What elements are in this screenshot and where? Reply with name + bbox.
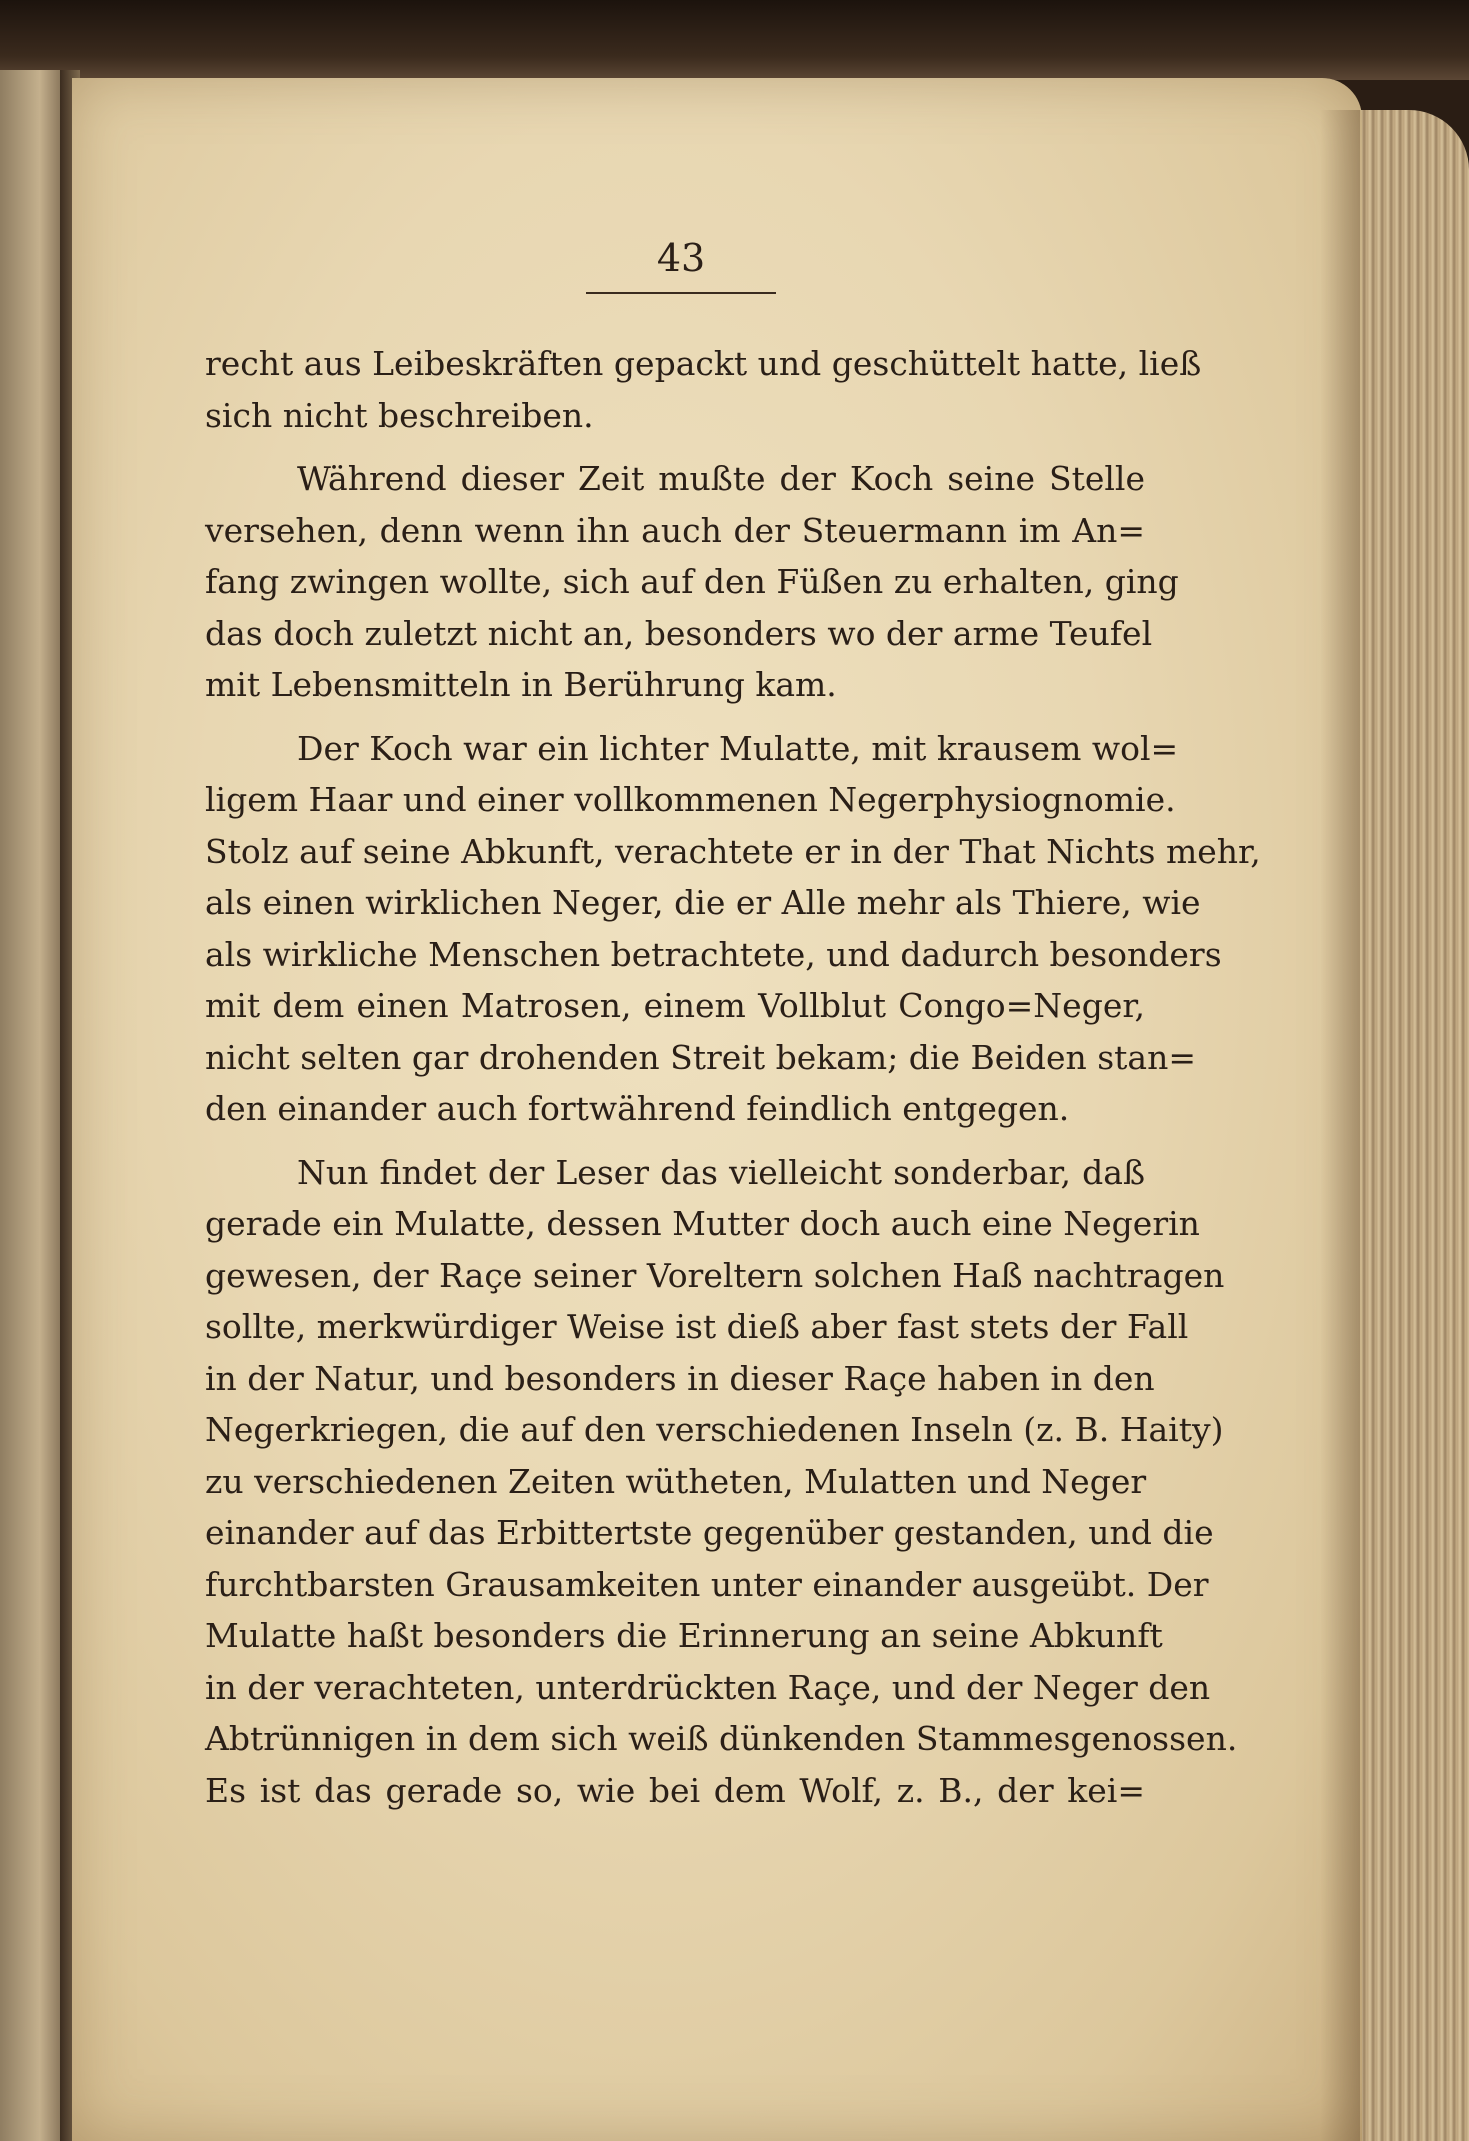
text-line: zu verschiedenen Zeiten wütheten, Mulatten und Neger <box>205 1461 1147 1501</box>
paragraph-4 <box>205 1147 1238 1817</box>
page-shadow <box>1320 110 1360 2141</box>
text-line: sich nicht beschreiben. <box>205 395 594 435</box>
text-line: Nun findet der Leser das vielleicht sonderbar, daß <box>297 1152 1145 1192</box>
text-line: in der Natur, und besonders in dieser Raçe haben in den <box>205 1358 1155 1398</box>
text-line: versehen, denn wenn ihn auch der Steuermann im An= <box>205 510 1145 550</box>
text-line: Abtrünnigen in dem sich weiß dünkenden Stammesgenossen. <box>205 1719 1238 1758</box>
header-rule <box>586 292 776 294</box>
text-line: in der verachteten, unterdrückten Raçe, und der Neger den <box>205 1667 1211 1707</box>
paragraph-1 <box>205 338 1202 441</box>
text-line: den einander auch fortwährend feindlich entgegen. <box>205 1089 1070 1128</box>
text-line: Negerkriegen, die auf den verschiedenen Inseln (z. B. Haity) <box>205 1410 1224 1449</box>
text-line: ligem Haar und einer vollkommenen Negerphysiognomie. <box>205 780 1176 819</box>
page-number: 43 <box>656 236 706 280</box>
text-line: fang zwingen wollte, sich auf den Füßen zu erhalten, ging <box>205 562 1179 601</box>
paragraph-2 <box>205 453 1179 711</box>
text-line: Es ist das gerade so, wie bei dem Wolf, z. B., der kei= <box>205 1770 1145 1810</box>
text-line: mit dem einen Matrosen, einem Vollblut Congo=Neger, <box>205 986 1145 1025</box>
text-line: sollte, merkwürdiger Weise ist dieß aber fast stets der Fall <box>205 1307 1189 1346</box>
book-cover-edge <box>0 0 1469 80</box>
text-line: Der Koch war ein lichter Mulatte, mit krausem wol= <box>297 728 1179 768</box>
text-line: das doch zuletzt nicht an, besonders wo der arme Teufel <box>205 613 1153 653</box>
text-line: Stolz auf seine Abkunft, verachtete er in der That Nichts mehr, <box>205 831 1261 871</box>
text-line: als wirkliche Menschen betrachtete, und dadurch besonders <box>205 934 1222 974</box>
text-line: Mulatte haßt besonders die Erinnerung an seine Abkunft <box>205 1616 1163 1655</box>
text-line: furchtbarsten Grausamkeiten unter einander ausgeübt. Der <box>205 1564 1209 1604</box>
paragraph-3 <box>205 723 1261 1135</box>
left-page-edge <box>0 70 66 2141</box>
text-line: gerade ein Mulatte, dessen Mutter doch auch eine Negerin <box>205 1204 1200 1243</box>
text-line: einander auf das Erbittertste gegenüber gestanden, und die <box>205 1513 1214 1552</box>
text-line: gewesen, der Raçe seiner Voreltern solchen Haß nachtragen <box>205 1255 1225 1295</box>
body-text <box>205 338 1261 1828</box>
text-line: recht aus Leibeskräften gepackt und geschüttelt hatte, ließ <box>205 344 1202 383</box>
text-line: nicht selten gar drohenden Streit bekam; die Beiden stan= <box>205 1037 1197 1077</box>
text-line: mit Lebensmitteln in Berührung kam. <box>205 665 837 704</box>
text-line: als einen wirklichen Neger, die er Alle mehr als Thiere, wie <box>205 883 1201 922</box>
text-line: Während dieser Zeit mußte der Koch seine Stelle <box>297 459 1145 498</box>
